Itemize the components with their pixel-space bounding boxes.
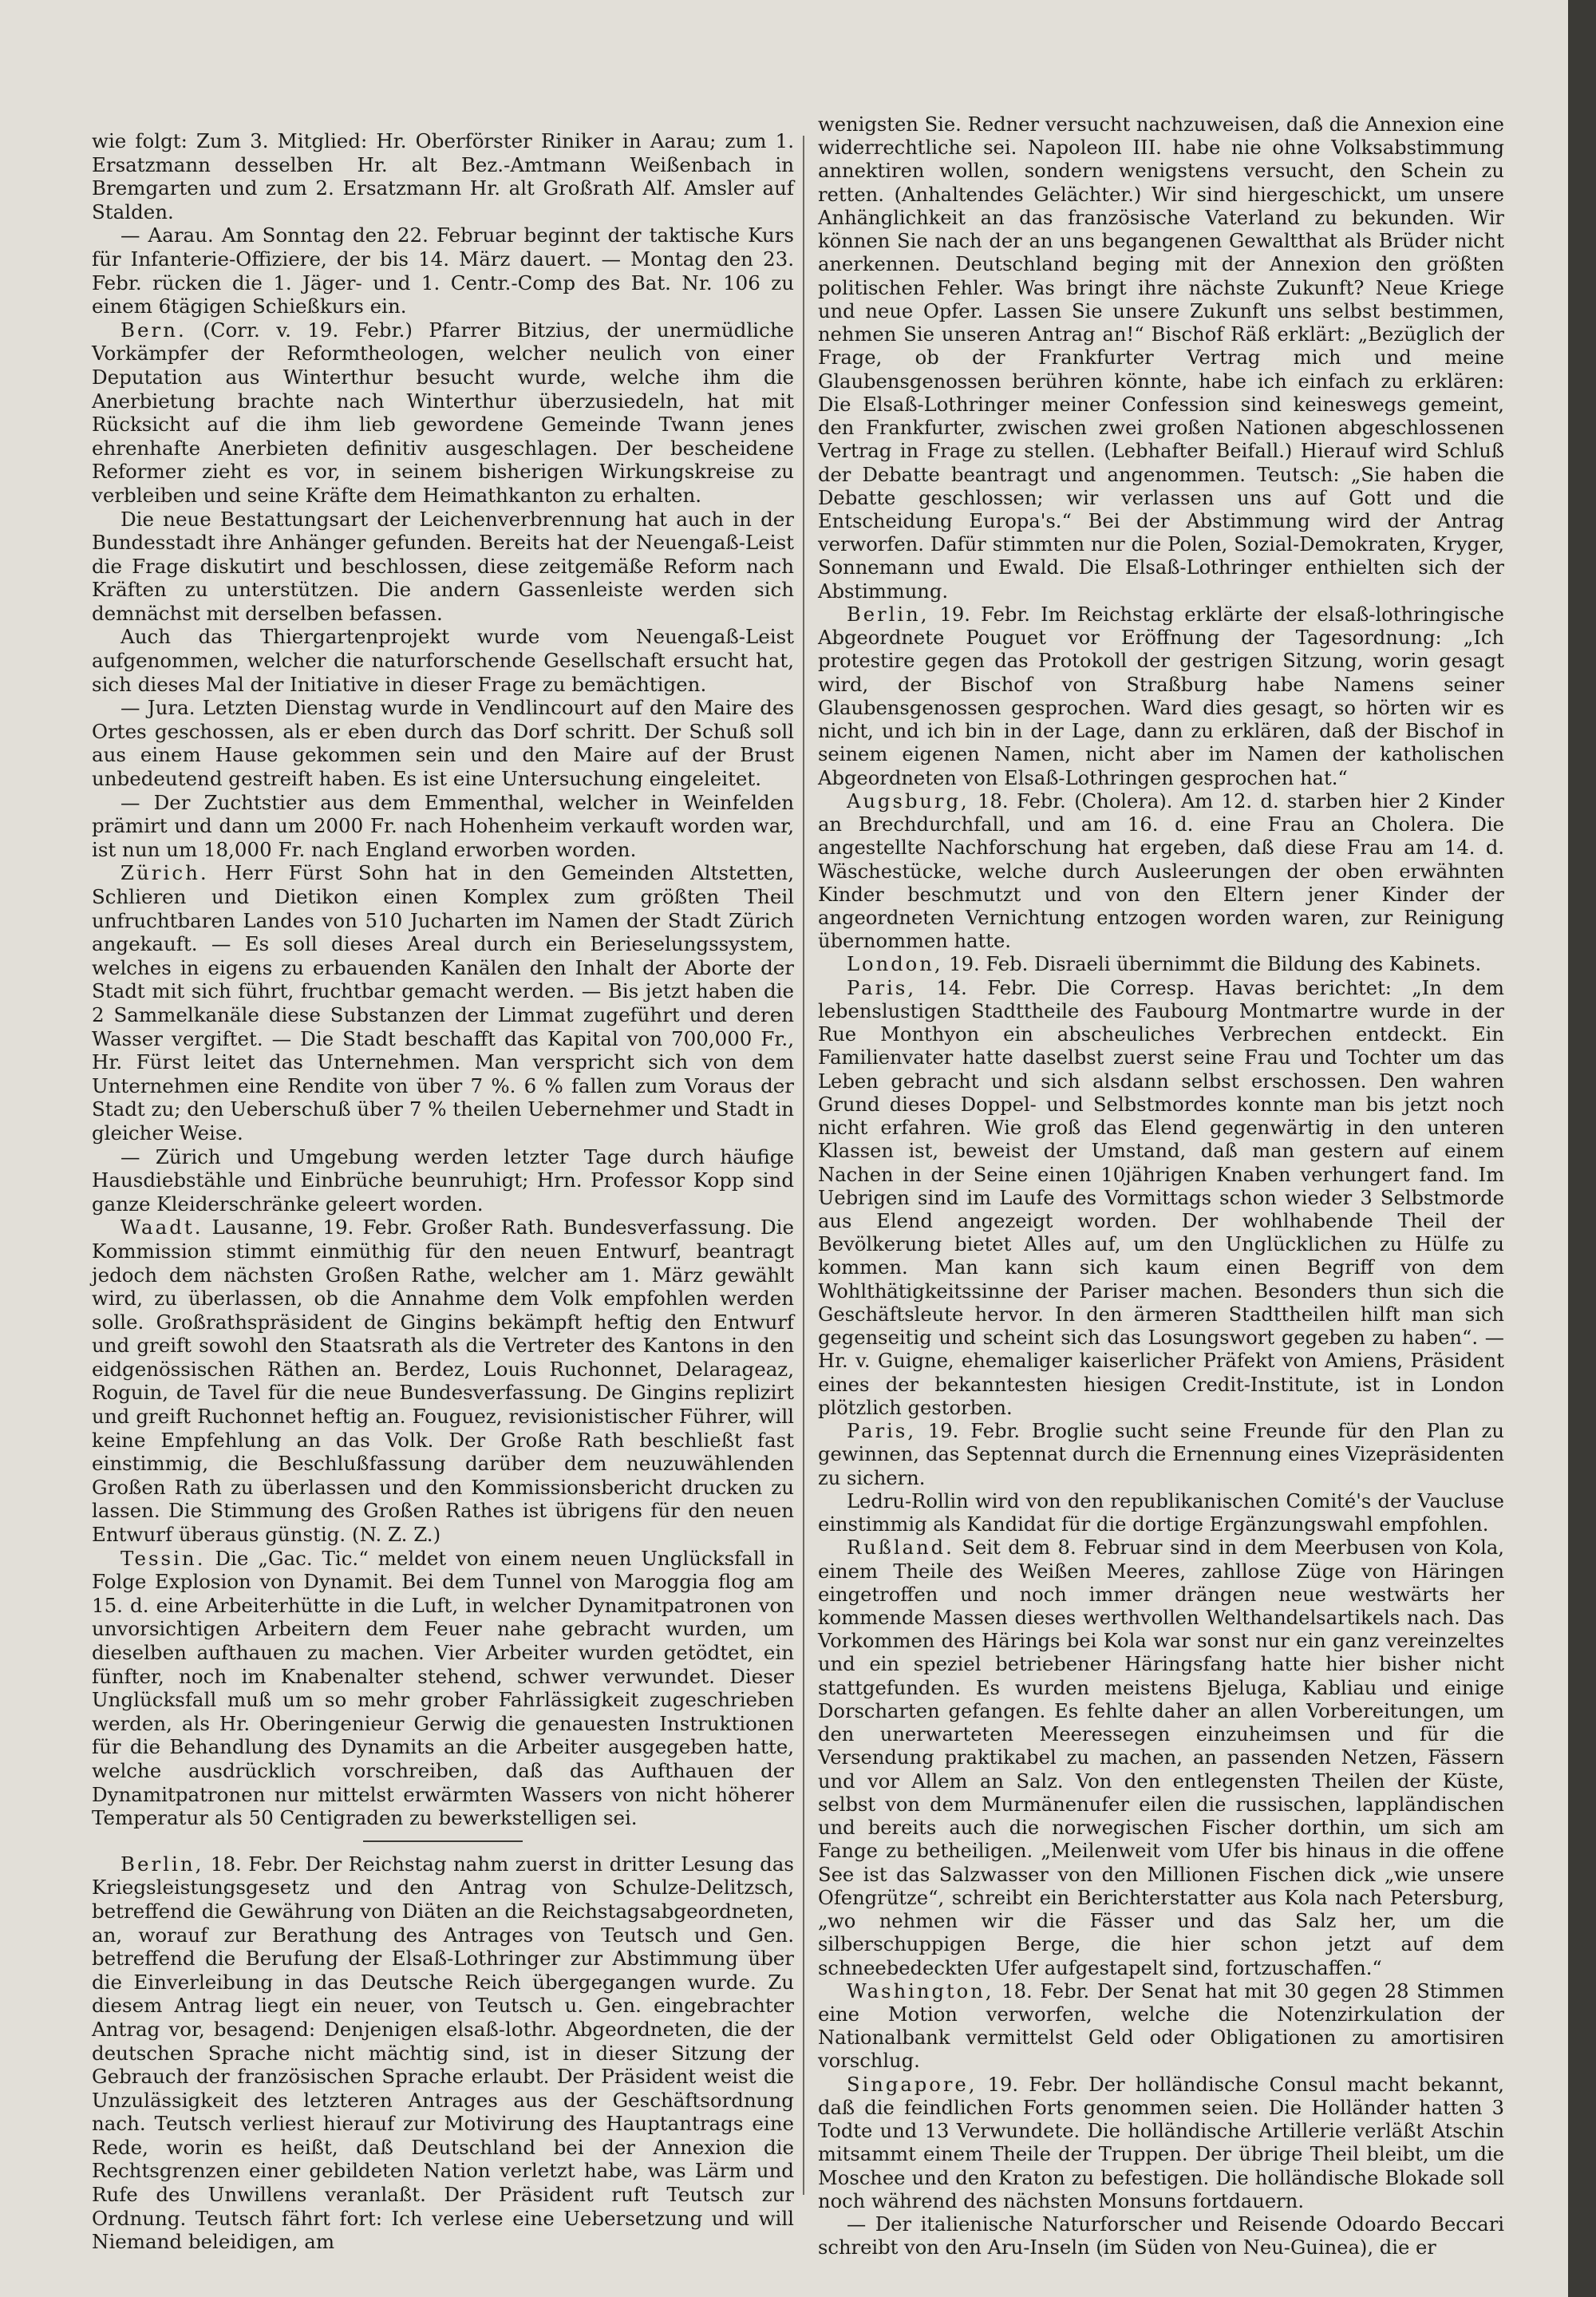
article-washington: Washington, 18. Febr. Der Senat hat mit 30 gegen 28 Stimmen eine Motion verworfen, welche die Notenzirkulation der Nationalbank vermittelst Geld oder Obligationen zu amortisiren vorschlug. bbox=[818, 1979, 1504, 2073]
article-tessin: Tessin. Die „Gac. Tic.“ meldet von einem neuen Unglücksfall in Folge Explosion von Dynamit. Bei dem Tunnel von Maroggia flog am 15. d. eine Arbeiterhütte in die Luft, in welcher Dynamitpatronen von unvorsichtigen Arbeitern dem Feuer nahe gebracht wurden, um dieselben aufthauen zu machen. Vier Arbeiter wurden getödtet, ein fünfter, noch im Knabenalter stehend, schwer verwundet. Dieser Unglücksfall muß um so mehr grober Fahrlässigkeit zugeschrieben werden, als Hr. Oberingenieur Gerwig die genauesten Instruktionen für die Behandlung des Dynamits an die Arbeiter ausgegeben hatte, welche ausdrücklich vorschreiben, daß das Aufthauen der Dynamitpatronen nur mittelst erwärmten Wassers von nicht höherer Temperatur als 50 Centigraden zu bewerkstelligen sei. bbox=[92, 1546, 794, 1830]
page-edge-shadow bbox=[1568, 0, 1596, 2297]
article-zoo-project: Auch das Thiergartenprojekt wurde vom Neuengaß-Leist aufgenommen, welcher die naturforschende Gesellschaft ersucht hat, sich dieses Mal der Initiative in dieser Frage zu bemächtigen. bbox=[92, 625, 794, 696]
column-rule bbox=[803, 136, 804, 2195]
article-berlin-reichstag: Berlin, 18. Febr. Der Reichstag nahm zuerst in dritter Lesung das Kriegsleistungsgesetz und den Antrag von Schulze-Delitzsch, betreffend die Gewährung von Diäten an die Reichstagsabgeordneten, an, worauf zur Berathung des Antrages von Teutsch und Gen. betreffend die Berufung der Elsaß-Lothringer zur Abstimmung über die Einverleibung in das Deutsche Reich übergegangen wurde. Zu diesem Antrag liegt ein neuer, von Teutsch u. Gen. eingebrachter Antrag vor, besagend: Denjenigen elsaß-lothr. Abgeordneten, die der deutschen Sprache nicht mächtig sind, ist in dieser Sitzung der Gebrauch der französischen Sprache erlaubt. Der Präsident weist die Unzulässigkeit des letzteren Antrages aus der Geschäftsordnung nach. Teutsch verliest hierauf zur Motivirung des Hauptantrags eine Rede, worin es heißt, daß Deutschland bei der Annexion die Rechtsgrenzen einer gebildeten Nation verletzt habe, was Lärm und Rufe des Unwillens veranlaßt. Der Präsident ruft Teutsch zur Ordnung. Teutsch fährt fort: Ich verlese eine Uebersetzung und will Niemand beleidigen, am bbox=[92, 1852, 794, 2254]
article-paris-broglie: Paris, 19. Febr. Broglie sucht seine Freunde für den Plan zu gewinnen, das Septennat durch die Ernennung eines Vizepräsidenten zu sichern. bbox=[818, 1420, 1504, 1489]
dateline: Zürich. bbox=[120, 861, 209, 885]
dateline: London, bbox=[847, 953, 943, 976]
dateline: Augsburg, bbox=[847, 789, 970, 812]
article-zurich-burglaries: — Zürich und Umgebung werden letzter Tage durch häufige Hausdiebstähle und Einbrüche beunruhigt; Hrn. Professor Kopp sind ganze Kleiderschränke geleert worden. bbox=[92, 1145, 794, 1216]
dateline: Paris, bbox=[847, 976, 917, 999]
dateline: Singapore, bbox=[847, 2073, 978, 2096]
article-beccari: — Der italienische Naturforscher und Reisende Odoardo Beccari schreibt von den Aru-Inseln (im Süden von Neu-Guinea), die er bbox=[818, 2213, 1504, 2259]
article-waadt: Waadt. Lausanne, 19. Febr. Großer Rath. Bundesverfassung. Die Kommission stimmt einmüthig für den neuen Entwurf, beantragt jedoch dem nächsten Großen Rathe, welcher am 1. März gewählt wird, zu überlassen, ob die Annahme dem Volk empfohlen werden solle. Großrathspräsident de Gingins bekämpft heftig den Entwurf und greift sowohl den Staatsrath als die Vertreter des Kantons in den eidgenössischen Räthen an. Berdez, Louis Ruchonnet, Delarageaz, Roguin, de Tavel für die neue Bundesverfassung. De Gingins replizirt und greift Ruchonnet heftig an. Fouguez, revisionistischer Führer, will keine Empfehlung an das Volk. Der Große Rath beschließt fast einstimmig, die Beschlußfassung darüber dem neuzuwählenden Großen Rath zu überlassen und den Kommissionsbericht drucken zu lassen. Die Stimmung des Großen Rathes ist übrigens für den neuen Entwurf überaus günstig. (N. Z. Z.) bbox=[92, 1216, 794, 1547]
article-augsburg-cholera: Augsburg, 18. Febr. (Cholera). Am 12. d. starben hier 2 Kinder an Brechdurchfall, und am 16. d. eine Frau an Cholera. Die angestellte Nachforschung hat ergeben, daß diese Frau am 14. d. Wäschestücke, welche durch Ausleerungen der oben erwähnten Kinder beschmutzt und von den Eltern jener Kinder der angeordneten Vernichtung entzogen worden waren, zur Reinigung übernommen hatte. bbox=[818, 789, 1504, 953]
article-london: London, 19. Feb. Disraeli übernimmt die Bildung des Kabinets. bbox=[847, 953, 1482, 976]
article-russland-herring: Rußland. Seit dem 8. Februar sind in dem Meerbusen von Kola, einem Theile des Weißen Meeres, zahllose Züge von Häringen eingetroffen und noch immer drängen neue westwärts her kommende Massen dieses werthvollen Welthandelsartikels nach. Das Vorkommen des Härings bei Kola war sonst nur ein ganz vereinzeltes und ein speziel betriebener Häringsfang hatte hier bisher nicht stattgefunden. Es wurden meistens Bjeluga, Kabliau und einige Dorscharten gefangen. Es fehlte daher an allen Vorbereitungen, um den unerwarteten Meeressegen einzuheimsen und für die Versendung praktikabel zu machen, an passenden Netzen, Fässern und vor Allem an Salz. Von den entlegensten Theilen der Küste, selbst von dem Murmänenufer eilen die russischen, lappländischen und bereits auch die norwegischen Fischer dorthin, um sich am Fange zu betheiligen. „Meilenweit vom Ufer bis hinaus in die offene See ist das Salzwasser von den Millionen Fischen dick „wie unsere Ofengrütze“, schreibt ein Berichterstatter aus Kola nach Petersburg, „wo nehmen wir die Fässer und das Salz her, um die silberschuppigen Berge, die hier schon jetzt auf dem schneebedeckten Ufer aufgestapelt sind, fortzuschaffen.“ bbox=[818, 1536, 1504, 1979]
left-column bbox=[92, 129, 794, 2254]
article-ledru-rollin: Ledru-Rollin wird von den republikanischen Comité's der Vaucluse einstimmig als Kandidat für die dortige Ergänzungswahl empfohlen. bbox=[818, 1489, 1504, 1536]
right-column bbox=[818, 113, 1504, 2260]
article-paris-crime: Paris, 14. Febr. Die Corresp. Havas berichtet: „In dem lebenslustigen Stadttheile des Faubourg Montmartre wurde in der Rue Monthyon ein abscheuliches Verbrechen entdeckt. Ein Familienvater hatte daselbst zuerst seine Frau und Tochter um das Leben gebracht und sich alsdann selbst erschossen. Den wahren Grund dieses Doppel- und Selbstmordes konnte man bis jetzt noch nicht erfahren. Wie groß das Elend gegenwärtig in den unteren Klassen ist, beweist der Umstand, daß man gestern auf einem Nachen in der Seine einen 10jährigen Knaben verhungert fand. Im Uebrigen sind im Laufe des Vormittags schon wieder 3 Selbstmorde aus Elend angezeigt worden. Der wohlhabende Theil der Bevölkerung bietet Alles auf, um den Unglücklichen zu Hülfe zu kommen. Man kann sich kaum einen Begriff von dem Wohlthätigkeitssinne der Pariser machen. Besonders thun sich die Geschäftsleute hervor. In den ärmeren Stadttheilen hilft man sich gegenseitig und scheint sich das Losungswort gegeben zu haben“. — Hr. v. Guigne, ehemaliger kaiserlicher Präfekt von Amiens, Präsident eines der bekanntesten hiesigen Credit-Institute, ist in London plötzlich gestorben. bbox=[818, 976, 1504, 1419]
article-zurich: Zürich. Herr Fürst Sohn hat in den Gemeinden Altstetten, Schlieren und Dietikon einen Komplex zum größten Theil unfruchtbaren Landes von 510 Jucharten im Namen der Stadt Zürich angekauft. — Es soll dieses Areal durch ein Berieselungssystem, welches in eigens zu erbauenden Kanälen den Inhalt der Aborte der Stadt mit sich führt, fruchtbar gemacht werden. — Bis jetzt haben die 2 Sammelkanäle diese Substanzen der Limmat zugeführt und deren Wasser vergiftet. — Die Stadt beschafft das Kapital von 700,000 Fr., Hr. Fürst leitet das Unternehmen. Man verspricht sich von dem Unternehmen eine Rendite von über 7 %. 6 % fallen zum Voraus der Stadt zu; den Ueberschuß über 7 % theilen Uebernehmer und Stadt in gleicher Weise. bbox=[92, 861, 794, 1145]
article-bern: Bern. (Corr. v. 19. Febr.) Pfarrer Bitzius, der unermüdliche Vorkämpfer der Reformtheologen, welcher neulich von einer Deputation aus Winterthur besucht wurde, welche ihm die Anerbietung brachte nach Winterthur überzusiedeln, hat mit Rücksicht auf die ihm lieb gewordene Gemeinde Twann jenes ehrenhafte Anerbieten definitiv ausgeschlagen. Der bescheidene Reformer zieht es vor, in seinem bisherigen Wirkungskreise zu verbleiben und seine Kräfte dem Heimathkanton zu erhalten. bbox=[92, 318, 794, 507]
article-aargau-election: wie folgt: Zum 3. Mitglied: Hr. Oberförster Riniker in Aarau; zum 1. Ersatzmann desselben Hr. alt Bez.-Amtmann Weißenbach in Bremgarten und zum 2. Ersatzmann Hr. alt Großrath Alf. Amsler auf Stalden. bbox=[92, 129, 794, 223]
article-berlin-protest: Berlin, 19. Febr. Im Reichstag erklärte der elsaß-lothringische Abgeordnete Pouguet vor Eröffnung der Tagesordnung: „Ich protestire gegen das Protokoll der gestrigen Sitzung, worin gesagt wird, der Bischof von Straßburg habe Namens seiner Glaubensgenossen gesprochen. Ward dies gesagt, so hörten wir es nicht, und ich bin in der Lage, dann zu erklären, daß der Bischof in seinem eigenen Namen, nicht aber im Namen der katholischen Abgeordneten von Elsaß-Lothringen gesprochen hat.“ bbox=[818, 603, 1504, 789]
dateline: Berlin, bbox=[847, 603, 930, 626]
source-reference: (N. Z. Z.) bbox=[352, 1523, 441, 1547]
section-separator bbox=[363, 1840, 523, 1842]
article-jura: — Jura. Letzten Dienstag wurde in Vendlincourt auf den Maire des Ortes geschossen, als er eben durch das Dorf schritt. Der Schuß soll aus einem Hause gekommen sein und den Maire auf der Brust unbedeutend gestreift haben. Es ist eine Untersuchung eingeleitet. bbox=[92, 696, 794, 791]
dateline: Waadt. bbox=[120, 1216, 203, 1239]
article-breeding-bull: — Der Zuchtstier aus dem Emmenthal, welcher in Weinfelden prämirt und dann um 2000 Fr. nach Hohenheim verkauft worden war, ist nun um 18,000 Fr. nach England erworben worden. bbox=[92, 790, 794, 861]
dateline: Bern. bbox=[120, 318, 187, 342]
dateline: Berlin, bbox=[120, 1852, 204, 1876]
dateline: Washington, bbox=[847, 1979, 994, 2002]
article-aarau: — Aarau. Am Sonntag den 22. Februar beginnt der taktische Kurs für Infanterie-Offiziere, der bis 14. März dauert. — Montag den 23. Febr. rücken die 1. Jäger- und 1. Centr.-Comp des Bat. Nr. 106 zu einem 6tägigen Schießkurs ein. bbox=[92, 223, 794, 318]
dateline: Tessin. bbox=[120, 1546, 206, 1570]
dateline: Rußland. bbox=[847, 1536, 954, 1560]
dateline: Paris, bbox=[847, 1420, 917, 1443]
article-singapore: Singapore, 19. Febr. Der holländische Consul macht bekannt, daß die feindlichen Forts genommen seien. Die Holländer hatten 3 Todte und 13 Verwundete. Die holländische Artillerie verläßt Atschin mitsammt einem Theile der Truppen. Der übrige Theil bleibt, um die Moschee und den Kraton zu befestigen. Die holländische Blokade soll noch während des nächsten Monsuns fortdauern. bbox=[818, 2073, 1504, 2212]
article-berlin-continued: wenigsten Sie. Redner versucht nachzuweisen, daß die Annexion eine widerrechtliche sei. Napoleon III. habe nie ohne Volksabstimmung annektiren wollen, sondern wenigstens versucht, den Schein zu retten. (Anhaltendes Gelächter.) Wir sind hiergeschickt, um unsere Anhänglichkeit an das französische Vaterland zu bekunden. Wir können Sie nach der an uns begangenen Gewaltthat als Brüder nicht anerkennen. Deutschland beging mit der Annexion den größten politischen Fehler. Was bringt ihre nächste Zukunft? Neue Kriege und neue Opfer. Lassen Sie unsere Zukunft uns selbst bestimmen, nehmen Sie unseren Antrag an!“ Bischof Räß erklärt: „Bezüglich der Frage, ob der Frankfurter Vertrag mich und meine Glaubensgenossen berühren könnte, habe ich einfach zu erklären: Die Elsaß-Lothringer meiner Confession sind keineswegs gemeint, den Frankfurter, zwischen zwei großen Nationen abgeschlossenen Vertrag in Frage zu stellen. (Lebhafter Beifall.) Hierauf wird Schluß der Debatte beantragt und angenommen. Teutsch: „Sie haben die Debatte geschlossen; wir verlassen uns auf Gott und die Entscheidung Europa's.“ Bei der Abstimmung wird der Antrag verworfen. Dafür stimmten nur die Polen, Sozial-Demokraten, Kryger, Sonnemann und Ewald. Die Elsaß-Lothringer enthielten sich der Abstimmung. bbox=[818, 113, 1504, 603]
article-cremation: Die neue Bestattungsart der Leichenverbrennung hat auch in der Bundesstadt ihre Anhänger gefunden. Bereits hat der Neuengaß-Leist die Frage diskutirt und beschlossen, diese zeitgemäße Reform nach Kräften zu unterstützen. Die andern Gassenleiste werden sich demnächst mit derselben befassen. bbox=[92, 507, 794, 625]
